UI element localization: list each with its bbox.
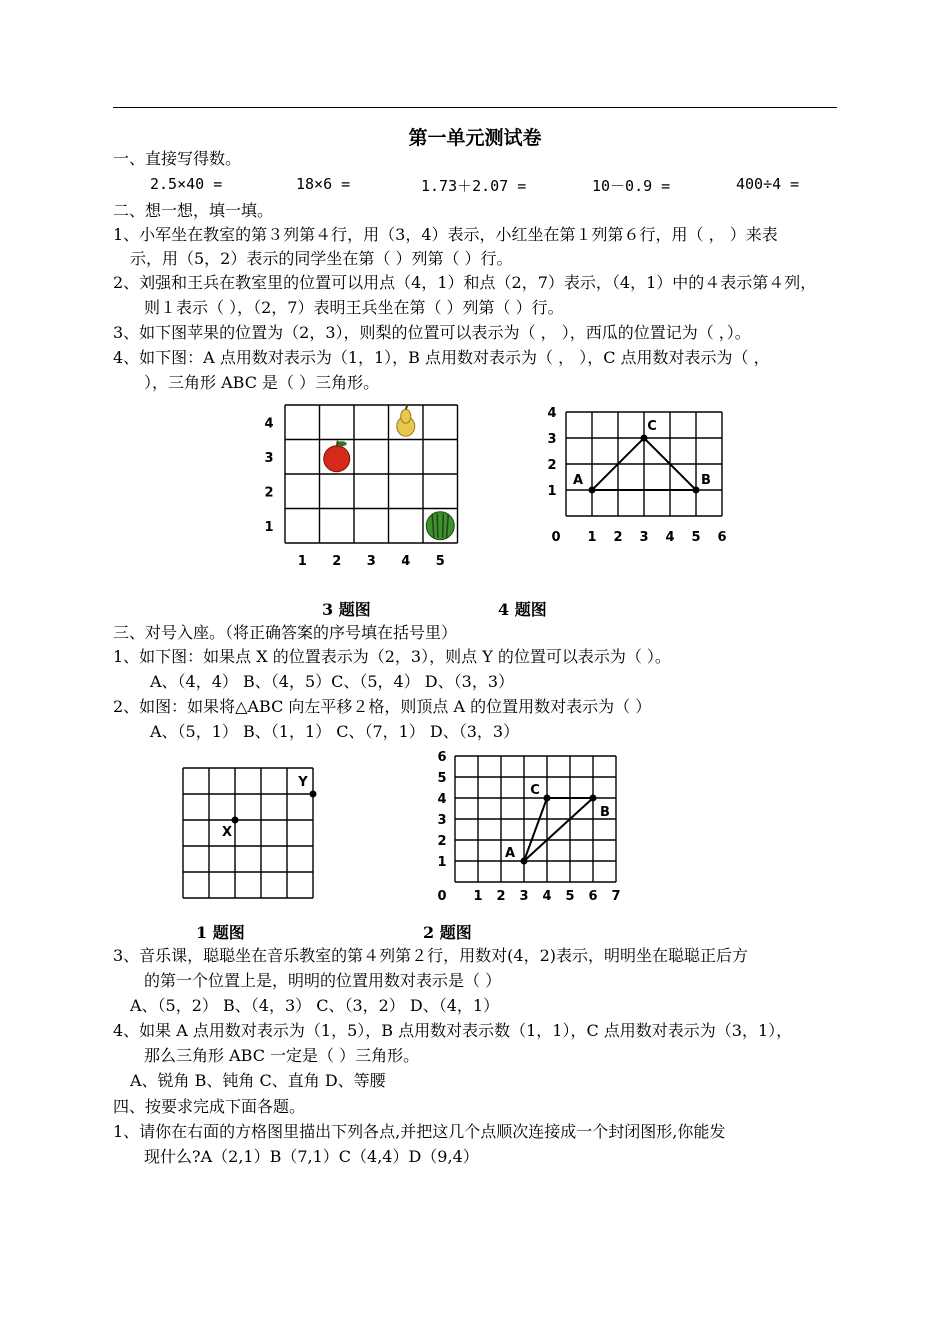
x-tick-label: 4 bbox=[665, 530, 675, 545]
section-3-heading: 三、对号入座。（将正确答案的序号填在括号里） bbox=[113, 623, 458, 642]
y-tick-label: 3 bbox=[437, 813, 447, 828]
x-tick-label: 3 bbox=[366, 554, 376, 569]
fig2-caption: 2 题图 bbox=[423, 923, 472, 942]
question-text: 那么三角形 ABC 一定是（ ）三角形。 bbox=[144, 1046, 420, 1065]
x-tick-label: 2 bbox=[496, 889, 506, 904]
calc-item: 18×6 = bbox=[296, 175, 351, 193]
page-title: 第一单元测试卷 bbox=[408, 127, 542, 149]
point-a bbox=[589, 487, 596, 494]
x-tick-label: 0 bbox=[551, 530, 561, 545]
grid-lines bbox=[455, 756, 616, 882]
point-y bbox=[310, 791, 317, 798]
calc-item: 10－0.9 = bbox=[592, 177, 671, 195]
apple-icon bbox=[324, 446, 350, 472]
question-text: 2、如图：如果将△ABC 向左平移２格，则顶点 A 的位置用数对表示为（ ） bbox=[113, 697, 652, 716]
x-tick-label: 2 bbox=[332, 554, 342, 569]
x-tick-label: 4 bbox=[542, 889, 552, 904]
options-text: A、（5，1） B、（1，1） C、（7，1） D、（3，3） bbox=[150, 722, 520, 741]
question-text: 3、音乐课，聪聪坐在音乐教室的第４列第２行，用数对(4，2)表示，明明坐在聪聪正后方 bbox=[113, 946, 749, 965]
pear-top-icon bbox=[401, 409, 411, 423]
fig3-grid-chart bbox=[255, 400, 475, 575]
point-label: A bbox=[572, 473, 584, 488]
x-tick-label: 6 bbox=[588, 889, 598, 904]
question-text: 示，用（5，2）表示的同学坐在第（ ）列第（ ）行。 bbox=[130, 249, 513, 268]
fig1-caption: 1 题图 bbox=[196, 923, 245, 942]
x-tick-label: 1 bbox=[297, 554, 307, 569]
x-tick-label: 1 bbox=[587, 530, 597, 545]
y-tick-label: 3 bbox=[264, 450, 274, 466]
y-tick-label: 4 bbox=[437, 792, 447, 807]
section-4-heading: 四、按要求完成下面各题。 bbox=[113, 1097, 306, 1116]
point-x bbox=[232, 817, 239, 824]
watermelon-stripe-icon bbox=[443, 514, 444, 538]
point-c bbox=[544, 795, 551, 802]
question-text: 1、小军坐在教室的第３列第４行，用（3，4）表示，小红坐在第１列第６行，用（ ， ）来表 bbox=[113, 225, 778, 244]
y-tick-label: 2 bbox=[547, 458, 557, 473]
question-text: 则１表示（ ），（2，7）表明王兵坐在第（ ）列第（ ）行。 bbox=[144, 298, 564, 317]
fig1-grid-chart bbox=[180, 765, 325, 895]
point-label: B bbox=[701, 473, 711, 488]
section-2-heading: 二、想一想，填一填。 bbox=[113, 201, 274, 220]
x-tick-label: 1 bbox=[473, 889, 483, 904]
point-label: C bbox=[530, 783, 540, 798]
fig4-coordinate-chart bbox=[540, 405, 740, 550]
x-tick-label: 4 bbox=[401, 554, 411, 569]
y-tick-label: 3 bbox=[547, 432, 557, 447]
fig2-coordinate-chart bbox=[425, 748, 630, 908]
point-label: A bbox=[504, 846, 516, 861]
y-tick-label: 1 bbox=[437, 855, 447, 870]
x-tick-label: 7 bbox=[611, 889, 621, 904]
question-text: 现什么?A（2,1）B（7,1）C（4,4）D（9,4） bbox=[144, 1147, 479, 1166]
question-text: ），三角形 ABC 是（ ）三角形。 bbox=[144, 373, 380, 392]
x-tick-label: 6 bbox=[717, 530, 727, 545]
y-tick-label: 2 bbox=[264, 485, 274, 501]
x-tick-label: 3 bbox=[519, 889, 529, 904]
question-text: 4、如果 A 点用数对表示为（1，5），B 点用数对表示数（1，1），C 点用数对表示为（3，1）， bbox=[113, 1021, 793, 1040]
question-text: 1、如下图：如果点 X 的位置表示为（2，3），则点 Y 的位置可以表示为（ ）。 bbox=[113, 647, 671, 666]
point-a bbox=[521, 858, 528, 865]
section-1-heading: 一、直接写得数。 bbox=[113, 149, 242, 168]
options-text: A、（5，2） B、（4，3） C、（3，2） D、（4，1） bbox=[130, 996, 500, 1015]
y-tick-label: 5 bbox=[437, 771, 447, 786]
calc-item: 400÷4 = bbox=[736, 175, 800, 193]
point-label: C bbox=[647, 419, 657, 434]
point-b bbox=[693, 487, 700, 494]
y-tick-label: 1 bbox=[547, 484, 557, 499]
y-tick-label: 6 bbox=[437, 750, 447, 765]
calc-item: 1.73＋2.07 = bbox=[421, 177, 527, 195]
y-tick-label: 1 bbox=[264, 519, 274, 535]
fig3-caption: 3 题图 bbox=[322, 600, 371, 619]
y-tick-label: 4 bbox=[547, 406, 557, 421]
question-text: 4、如下图：A 点用数对表示为（1，1），B 点用数对表示为（ ， ），C 点用数对表示为（ ， bbox=[113, 348, 770, 367]
point-c bbox=[641, 435, 648, 442]
point-label: B bbox=[600, 805, 610, 820]
question-text: 1、请你在右面的方格图里描出下列各点,并把这几个点顺次连接成一个封闭图形,你能发 bbox=[113, 1122, 726, 1141]
question-text: 的第一个位置上是，明明的位置用数对表示是（ ） bbox=[144, 971, 502, 990]
x-tick-label: 2 bbox=[613, 530, 623, 545]
fig4-caption: 4 题图 bbox=[498, 600, 547, 619]
grid-lines bbox=[566, 412, 722, 516]
question-text: 3、如下图苹果的位置为（2，3），则梨的位置可以表示为（ ， ），西瓜的位置记为（ ，）。 bbox=[113, 323, 751, 342]
triangle-abc bbox=[524, 798, 593, 861]
point-b bbox=[590, 795, 597, 802]
watermelon-stripe-icon bbox=[437, 514, 438, 538]
point-label: X bbox=[221, 825, 233, 840]
watermelon-icon bbox=[426, 512, 454, 540]
options-text: A、（4，4） B、（4，5）C、（5，4） D、（3，3） bbox=[150, 672, 514, 691]
question-text: 2、刘强和王兵在教室里的位置可以用点（4，1）和点（2，7）表示，（4，1）中的４表示第４列， bbox=[113, 273, 817, 292]
y-tick-label: 2 bbox=[437, 834, 447, 849]
options-text: A、锐角 B、钝角 C、直角 D、等腰 bbox=[130, 1071, 386, 1090]
x-tick-label: 5 bbox=[565, 889, 575, 904]
grid-lines bbox=[183, 768, 313, 898]
point-label: Y bbox=[298, 775, 308, 790]
y-tick-label: 4 bbox=[264, 416, 274, 432]
header-rule bbox=[113, 107, 837, 108]
apple-stem-icon bbox=[337, 441, 338, 447]
x-tick-label: 5 bbox=[435, 554, 445, 569]
x-tick-label: 3 bbox=[639, 530, 649, 545]
calc-item: 2.5×40 = bbox=[150, 175, 223, 193]
x-tick-label: 5 bbox=[691, 530, 701, 545]
x-tick-label: 0 bbox=[437, 889, 447, 904]
